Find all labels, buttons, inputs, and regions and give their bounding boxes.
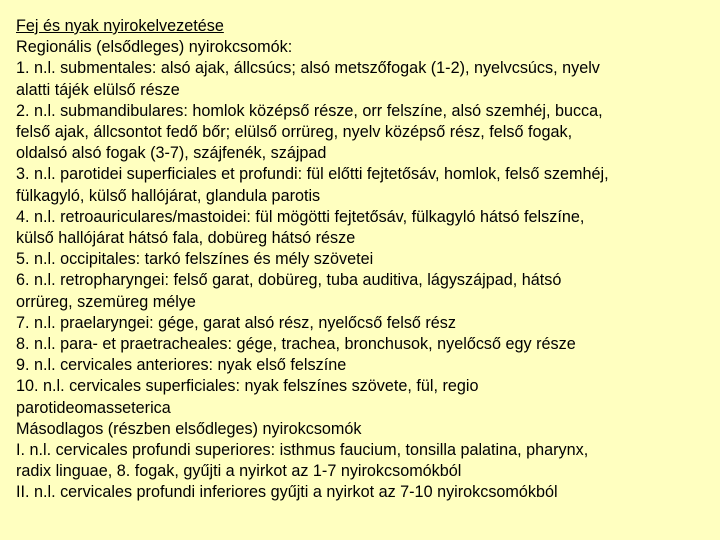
text-line: 4. n.l. retroauriculares/mastoidei: fül mögötti fejtetősáv, fülkagyló hátsó felszíne, <box>16 207 585 226</box>
text-line: fülkagyló, külső hallójárat, glandula parotis <box>16 186 321 205</box>
slide-title: Fej és nyak nyirokelvezetése <box>16 17 224 35</box>
text-line: parotideomasseterica <box>16 398 171 417</box>
text-line: 6. n.l. retropharyngei: felső garat, dobüreg, tuba auditiva, lágyszájpad, hátsó <box>16 271 562 290</box>
text-line: 2. n.l. submandibulares: homlok középső része, orr felszíne, alsó szemhéj, bucca, <box>16 101 603 120</box>
text-line: orrüreg, szemüreg mélye <box>16 292 196 311</box>
text-line: 7. n.l. praelaryngei: gége, garat alsó rész, nyelőcső felső rész <box>16 313 456 332</box>
slide-text-block <box>16 16 712 504</box>
section-heading-regional: Regionális (elsődleges) nyirokcsomók: <box>16 38 293 57</box>
text-line: I. n.l. cervicales profundi superiores: isthmus faucium, tonsilla palatina, pharynx, <box>16 441 589 460</box>
text-line: 1. n.l. submentales: alsó ajak, állcsúcs; alsó metszőfogak (1-2), nyelvcsúcs, nyelv <box>16 59 600 78</box>
text-line: oldalsó alsó fogak (3-7), szájfenék, szájpad <box>16 144 327 163</box>
text-line: 5. n.l. occipitales: tarkó felszínes és mély szövetei <box>16 250 374 269</box>
text-line: alatti tájék elülső része <box>16 80 180 99</box>
text-line: II. n.l. cervicales profundi inferiores gyűjti a nyirkot az 7-10 nyirokcsomókból <box>16 483 558 502</box>
text-line: 3. n.l. parotidei superficiales et profundi: fül előtti fejtetősáv, homlok, felső szemhéj, <box>16 165 609 184</box>
section-heading-secondary: Másodlagos (részben elsődleges) nyirokcsomók <box>16 419 362 438</box>
text-line: felső ajak, állcsontot fedő bőr; elülső orrüreg, nyelv középső rész, felső fogak, <box>16 123 573 142</box>
text-line: külső hallójárat hátsó fala, dobüreg hátsó része <box>16 229 356 248</box>
text-line: 10. n.l. cervicales superficiales: nyak felszínes szövete, fül, regio <box>16 377 479 396</box>
text-line: 8. n.l. para- et praetracheales: gége, trachea, bronchusok, nyelőcső egy része <box>16 335 576 354</box>
text-line: 9. n.l. cervicales anteriores: nyak első felszíne <box>16 356 347 375</box>
text-line: radix linguae, 8. fogak, gyűjti a nyirkot az 1-7 nyirokcsomókból <box>16 462 462 481</box>
